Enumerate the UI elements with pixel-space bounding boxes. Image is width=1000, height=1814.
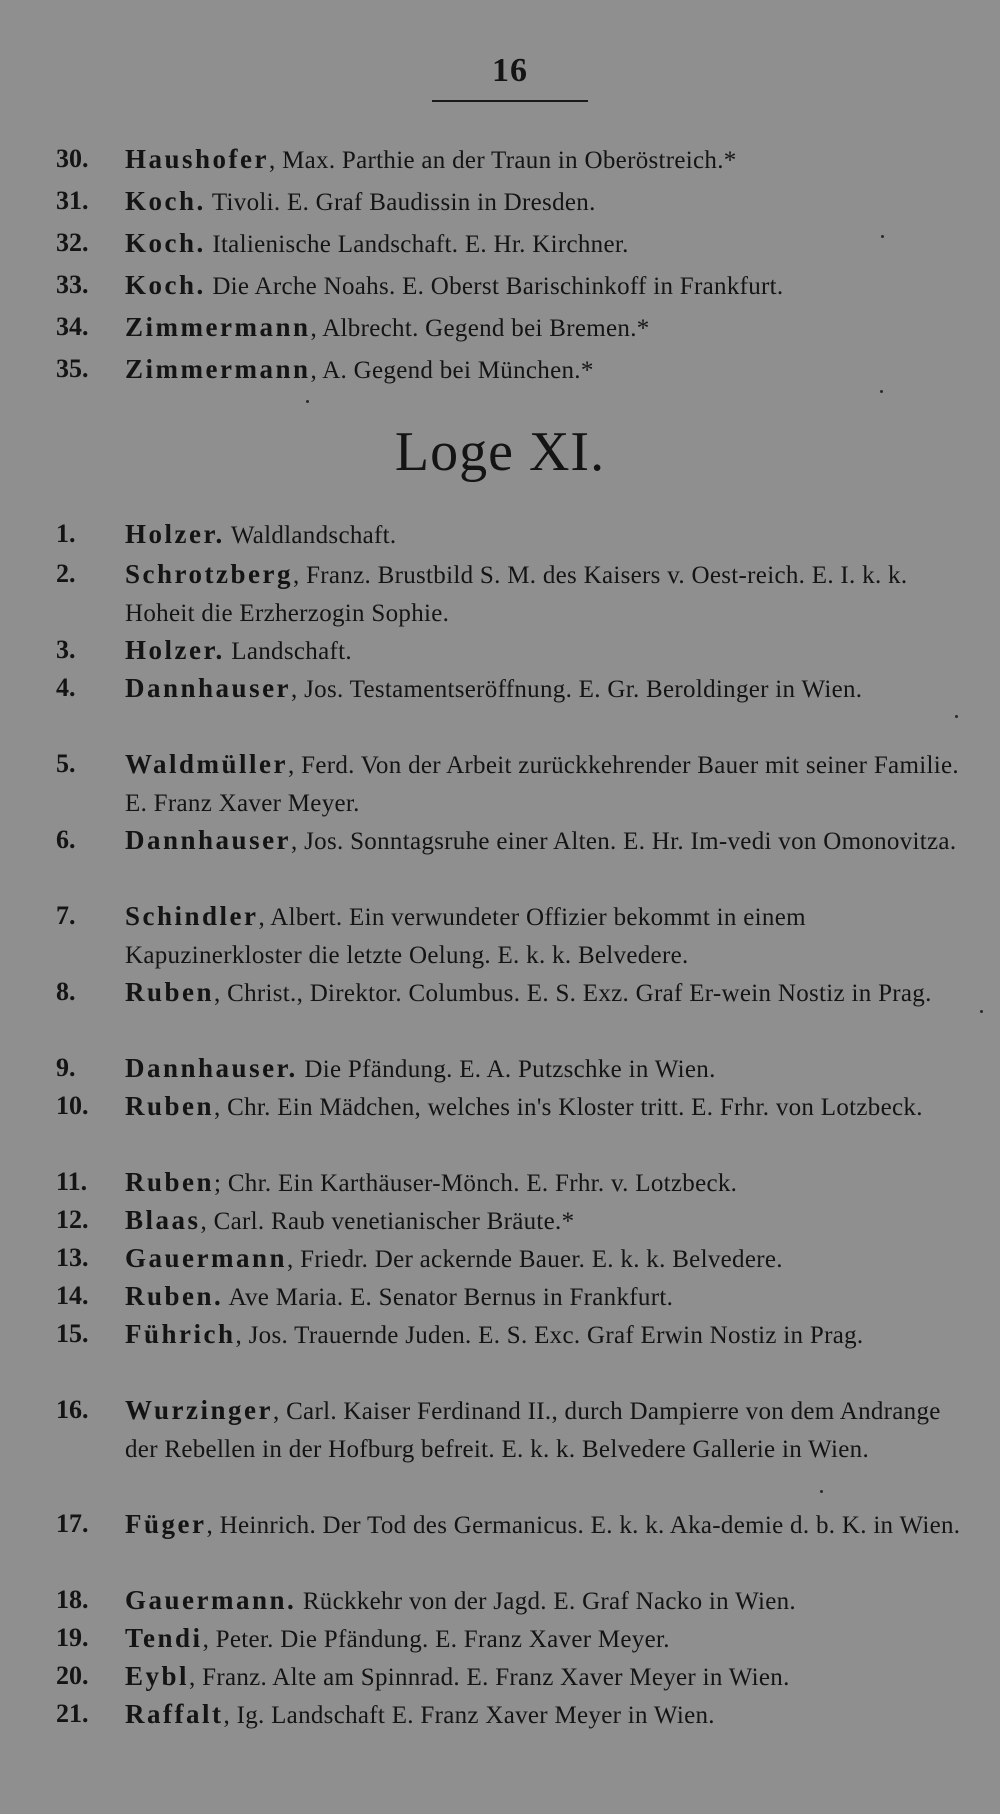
- entry-description: , Albrecht. Gegend bei Bremen.*: [310, 315, 650, 342]
- list-item: [0, 1505, 1000, 1581]
- entry-number: 35.: [56, 354, 89, 383]
- entry-description: Italienische Landschaft. E. Hr. Kirchner.: [205, 231, 629, 258]
- scan-speck: [820, 1490, 823, 1493]
- list-item: [0, 515, 1000, 555]
- artist-name: Ruben: [125, 1091, 215, 1121]
- list-item: [0, 745, 1000, 821]
- scan-speck: [881, 235, 884, 238]
- entry-description: , Chr. Ein Mädchen, welches in's Kloster tritt. E. Frhr. von Lotzbeck.: [214, 1094, 923, 1121]
- artist-name: Schrotzberg: [125, 559, 293, 589]
- artist-name: Ruben: [125, 1167, 215, 1197]
- entry-description: , Heinrich. Der Tod des Germanicus. E. k. k. Aka-demie d. b. K. in Wien.: [206, 1512, 961, 1539]
- list-item: [0, 973, 1000, 1049]
- page-number-rule: [432, 100, 588, 102]
- artist-name: Dannhauser: [125, 825, 292, 855]
- entry-description: , Ferd. Von der Arbeit zurückkehrender Bauer mit seiner Familie. E. Franz Xaver Meyer.: [125, 752, 959, 817]
- entry-number: 3.: [56, 635, 76, 664]
- entry-description: , Jos. Testamentseröffnung. E. Gr. Beroldinger in Wien.: [291, 676, 863, 703]
- artist-name: Ruben.: [125, 1281, 224, 1311]
- page-number: 16: [492, 52, 528, 89]
- entry-description: , Christ., Direktor. Columbus. E. S. Exz. Graf Er-wein Nostiz in Prag.: [214, 980, 932, 1007]
- entry-number: 2.: [56, 559, 76, 588]
- list-item: [0, 1657, 1000, 1695]
- list-item: [0, 182, 1000, 224]
- list-item: [0, 266, 1000, 308]
- artist-name: Zimmermann: [125, 312, 311, 342]
- artist-name: Holzer.: [125, 519, 225, 549]
- artist-name: Koch.: [125, 186, 206, 216]
- list-item: [0, 1315, 1000, 1391]
- scan-speck: [955, 715, 958, 718]
- entry-number: 12.: [56, 1205, 89, 1234]
- entry-number: 30.: [56, 144, 89, 173]
- list-item: [0, 140, 1000, 182]
- entry-description: , Carl. Raub venetianischer Bräute.*: [200, 1208, 575, 1235]
- list-item: [0, 224, 1000, 266]
- list-item: [0, 1201, 1000, 1239]
- entry-number: 17.: [56, 1509, 89, 1538]
- list-item: [0, 1695, 1000, 1733]
- artist-name: Dannhauser.: [125, 1053, 298, 1083]
- list-item: [0, 821, 1000, 897]
- loge-entry-list: [0, 515, 1000, 1733]
- entry-description: Die Pfändung. E. A. Putzschke in Wien.: [297, 1056, 716, 1083]
- list-item: [0, 350, 1000, 392]
- entry-description: Rückkehr von der Jagd. E. Graf Nacko in Wien.: [296, 1588, 796, 1615]
- list-item: [0, 1619, 1000, 1657]
- artist-name: Gauermann.: [125, 1585, 297, 1615]
- list-item: [0, 669, 1000, 745]
- list-item: [0, 897, 1000, 973]
- entry-number: 19.: [56, 1623, 89, 1652]
- artist-name: Haushofer: [125, 144, 269, 174]
- artist-name: Gauermann: [125, 1243, 288, 1273]
- scan-speck: [880, 390, 883, 393]
- entry-number: 34.: [56, 312, 89, 341]
- entry-number: 11.: [56, 1167, 88, 1196]
- list-item: [0, 308, 1000, 350]
- entry-number: 7.: [56, 901, 76, 930]
- entry-number: 10.: [56, 1091, 89, 1120]
- entry-description: Tivoli. E. Graf Baudissin in Dresden.: [205, 189, 596, 216]
- artist-name: Koch.: [125, 270, 206, 300]
- entry-number: 8.: [56, 977, 76, 1006]
- artist-name: Blaas: [125, 1205, 201, 1235]
- artist-name: Dannhauser: [125, 673, 292, 703]
- list-item: [0, 631, 1000, 669]
- artist-name: Schindler: [125, 901, 259, 931]
- entry-number: 4.: [56, 673, 76, 702]
- scan-speck: [980, 1010, 983, 1013]
- entry-description: Die Arche Noahs. E. Oberst Barischinkoff in Frankfurt.: [205, 273, 784, 300]
- entry-description: ; Chr. Ein Karthäuser-Mönch. E. Frhr. v. Lotzbeck.: [214, 1170, 738, 1197]
- entry-description: , Friedr. Der ackernde Bauer. E. k. k. Belvedere.: [287, 1246, 783, 1273]
- entry-description: , Ig. Landschaft E. Franz Xaver Meyer in Wien.: [223, 1702, 715, 1729]
- entry-number: 18.: [56, 1585, 89, 1614]
- entry-description: Landschaft.: [224, 638, 352, 665]
- entry-number: 16.: [56, 1395, 89, 1424]
- list-item: [0, 1391, 1000, 1505]
- entry-description: , Peter. Die Pfändung. E. Franz Xaver Meyer.: [202, 1626, 670, 1653]
- list-item: [0, 1239, 1000, 1277]
- entry-number: 5.: [56, 749, 76, 778]
- artist-name: Koch.: [125, 228, 206, 258]
- entry-description: , Albert. Ein verwundeter Offizier bekommt in einem Kapuzinerkloster die letzte Oelung. E. k. k. Belvedere.: [125, 904, 806, 969]
- entry-number: 32.: [56, 228, 89, 257]
- entry-description: , Carl. Kaiser Ferdinand II., durch Dampierre von dem Andrange der Rebellen in der Hofburg befreit. E. k. k. Belvedere Gallerie in Wien.: [125, 1398, 941, 1463]
- list-item: [0, 1163, 1000, 1201]
- entry-number: 6.: [56, 825, 76, 854]
- entry-description: , Franz. Brustbild S. M. des Kaisers v. Oest-reich. E. I. k. k. Hoheit die Erzherzogin Sophie.: [125, 562, 908, 627]
- artist-name: Wurzinger: [125, 1395, 273, 1425]
- artist-name: Zimmermann: [125, 354, 311, 384]
- artist-name: Führich: [125, 1319, 236, 1349]
- entry-number: 31.: [56, 186, 89, 215]
- list-item: [0, 1277, 1000, 1315]
- entry-number: 9.: [56, 1053, 76, 1082]
- list-item: [0, 555, 1000, 631]
- artist-name: Tendi: [125, 1623, 203, 1653]
- artist-name: Holzer.: [125, 635, 225, 665]
- entry-description: , Max. Parthie an der Traun in Oberöstreich.*: [269, 147, 737, 174]
- entry-number: 1.: [56, 519, 76, 548]
- entry-number: 21.: [56, 1699, 89, 1728]
- artist-name: Füger: [125, 1509, 207, 1539]
- scan-speck: [306, 400, 309, 403]
- list-item: [0, 1581, 1000, 1619]
- top-entry-list: [0, 140, 1000, 392]
- artist-name: Ruben: [125, 977, 215, 1007]
- entry-number: 15.: [56, 1319, 89, 1348]
- entry-description: Waldlandschaft.: [224, 522, 397, 549]
- artist-name: Raffalt: [125, 1699, 224, 1729]
- list-item: [0, 1049, 1000, 1087]
- entry-description: , A. Gegend bei München.*: [310, 357, 594, 384]
- section-title: Loge XI.: [394, 421, 606, 483]
- entry-description: , Jos. Trauernde Juden. E. S. Exc. Graf Erwin Nostiz in Prag.: [235, 1322, 864, 1349]
- artist-name: Waldmüller: [125, 749, 289, 779]
- entry-number: 13.: [56, 1243, 89, 1272]
- list-item: [0, 1087, 1000, 1163]
- entry-description: Ave Maria. E. Senator Bernus in Frankfurt.: [223, 1284, 674, 1311]
- entry-description: , Franz. Alte am Spinnrad. E. Franz Xaver Meyer in Wien.: [189, 1664, 790, 1691]
- entry-number: 33.: [56, 270, 89, 299]
- artist-name: Eybl: [125, 1661, 190, 1691]
- entry-number: 20.: [56, 1661, 89, 1690]
- entry-description: , Jos. Sonntagsruhe einer Alten. E. Hr. Im-vedi von Omonovitza.: [291, 828, 957, 855]
- entry-number: 14.: [56, 1281, 89, 1310]
